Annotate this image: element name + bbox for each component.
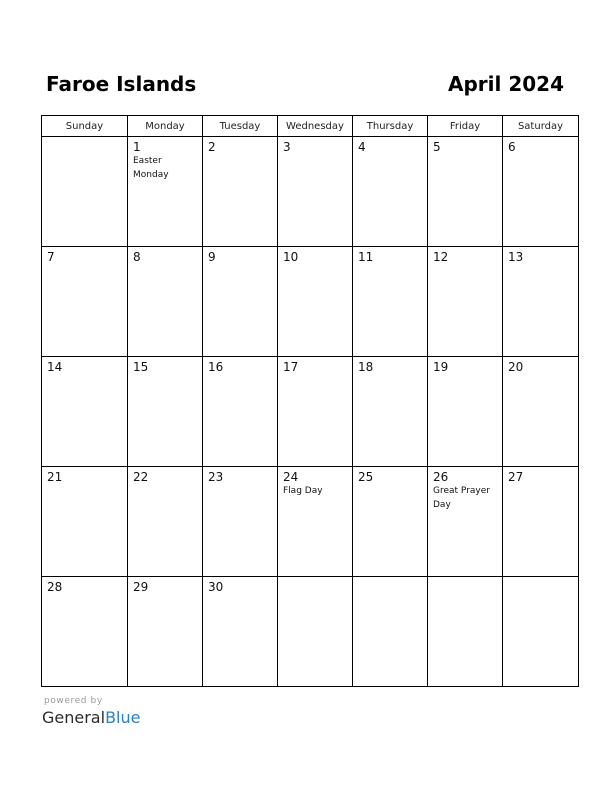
day-number: 14 — [47, 360, 63, 374]
day-cell — [128, 137, 203, 247]
holiday-label: Great Prayer Day — [433, 486, 490, 510]
day-cell — [203, 357, 278, 467]
brand-name-part2: Blue — [105, 708, 141, 727]
day-cell — [203, 467, 278, 577]
brand-name-part1: General — [42, 708, 106, 727]
day-number: 1 — [133, 140, 141, 154]
weekday-sunday: Sunday — [42, 116, 128, 137]
calendar-grid — [41, 115, 579, 687]
day-number: 27 — [508, 470, 524, 484]
day-cell — [353, 357, 428, 467]
day-number: 5 — [433, 140, 441, 154]
day-number: 15 — [133, 360, 149, 374]
day-cell — [353, 467, 428, 577]
weekday-header-row — [42, 116, 579, 137]
day-cell — [128, 577, 203, 687]
weekday-tuesday: Tuesday — [203, 116, 278, 137]
day-number: 26 — [433, 470, 449, 484]
region-title: Faroe Islands — [46, 72, 197, 96]
weekday-thursday: Thursday — [353, 116, 428, 137]
weekday-friday: Friday — [428, 116, 503, 137]
day-cell — [42, 137, 128, 247]
day-cell — [203, 577, 278, 687]
week-row — [42, 467, 579, 577]
day-number: 7 — [47, 250, 55, 264]
weekday-wednesday: Wednesday — [278, 116, 353, 137]
day-cell — [503, 247, 579, 357]
day-number — [278, 577, 352, 580]
week-row — [42, 137, 579, 247]
day-number — [42, 137, 127, 140]
day-number: 2 — [208, 140, 216, 154]
day-cell — [203, 137, 278, 247]
day-cell — [278, 467, 353, 577]
footer-branding — [42, 695, 242, 728]
day-number: 4 — [358, 140, 366, 154]
powered-by-label: powered by — [44, 696, 103, 706]
day-cell — [42, 467, 128, 577]
day-cell — [353, 577, 428, 687]
day-number: 9 — [208, 250, 216, 264]
day-number: 25 — [358, 470, 374, 484]
day-number: 29 — [133, 580, 149, 594]
day-cell — [203, 247, 278, 357]
day-cell — [42, 247, 128, 357]
day-cell — [428, 577, 503, 687]
day-number: 20 — [508, 360, 524, 374]
day-number: 28 — [47, 580, 63, 594]
day-number: 23 — [208, 470, 224, 484]
day-cell — [42, 577, 128, 687]
day-cell — [278, 577, 353, 687]
day-number: 11 — [358, 250, 374, 264]
day-cell — [428, 247, 503, 357]
day-cell — [353, 247, 428, 357]
day-cell — [428, 467, 503, 577]
day-number: 13 — [508, 250, 524, 264]
holiday-label: Easter Monday — [133, 156, 169, 180]
week-row — [42, 357, 579, 467]
day-cell — [428, 357, 503, 467]
week-row — [42, 577, 579, 687]
holiday-label: Flag Day — [283, 486, 323, 496]
month-title: April 2024 — [448, 72, 564, 96]
weekday-monday: Monday — [128, 116, 203, 137]
day-cell — [353, 137, 428, 247]
day-number — [353, 577, 427, 580]
week-row — [42, 247, 579, 357]
day-cell — [128, 467, 203, 577]
day-cell — [278, 357, 353, 467]
day-cell — [278, 137, 353, 247]
day-number: 19 — [433, 360, 449, 374]
day-number: 24 — [283, 470, 299, 484]
day-number — [428, 577, 502, 580]
day-number: 3 — [283, 140, 291, 154]
day-cell — [128, 247, 203, 357]
day-number: 12 — [433, 250, 449, 264]
day-number: 17 — [283, 360, 299, 374]
weekday-saturday: Saturday — [503, 116, 579, 137]
day-cell — [503, 467, 579, 577]
day-cell — [428, 137, 503, 247]
day-number: 10 — [283, 250, 299, 264]
day-cell — [278, 247, 353, 357]
day-number: 8 — [133, 250, 141, 264]
day-number: 16 — [208, 360, 224, 374]
day-number: 21 — [47, 470, 63, 484]
day-number: 6 — [508, 140, 516, 154]
brand-logo[interactable] — [42, 708, 242, 728]
calendar-header — [41, 70, 570, 100]
day-number: 30 — [208, 580, 224, 594]
day-number: 18 — [358, 360, 374, 374]
day-cell — [503, 577, 579, 687]
day-cell — [128, 357, 203, 467]
day-number — [503, 577, 578, 580]
day-cell — [503, 137, 579, 247]
day-number: 22 — [133, 470, 149, 484]
day-cell — [503, 357, 579, 467]
day-cell — [42, 357, 128, 467]
